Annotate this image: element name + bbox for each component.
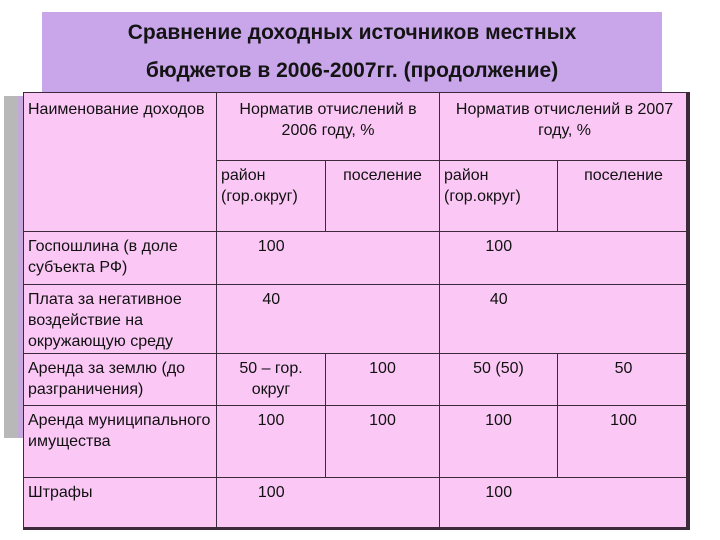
table-row — [24, 354, 690, 406]
table-bottom-frame — [23, 527, 689, 529]
value-2007: 40 — [440, 285, 558, 354]
value-2007: 100 — [440, 478, 558, 530]
value-2006-settlement: 100 — [326, 406, 440, 478]
value-2006-district: 100 — [217, 406, 326, 478]
value-2007-settlement: 50 — [558, 354, 690, 406]
header-income-name: Наименование доходов — [24, 93, 217, 232]
value-2007: 100 — [440, 232, 558, 285]
subheader-settlement-2007: поселение — [558, 161, 690, 232]
value-2006: 40 — [217, 285, 326, 354]
value-2007-district: 50 (50) — [440, 354, 558, 406]
value-2006-district: 50 – гор. округ — [217, 354, 326, 406]
value-2006-settlement: 100 — [326, 354, 440, 406]
row-name: Плата за негативное воздействие на окружающую среду — [24, 285, 217, 354]
row-name: Штрафы — [24, 478, 217, 530]
subheader-district-2007: район (гор.округ) — [440, 161, 558, 232]
slide-title-line-2: бюджетов в 2006-2007гг. (продолжение) — [145, 59, 559, 82]
row-name: Аренда муниципального имущества — [24, 406, 217, 478]
empty-cell — [326, 285, 440, 354]
empty-cell — [326, 232, 440, 285]
value-2006: 100 — [217, 478, 326, 530]
subheader-district-2006: район (гор.округ) — [217, 161, 326, 232]
empty-cell — [558, 232, 690, 285]
table-row — [24, 232, 690, 285]
header-norm-2007: Норматив отчислений в 2007 году, % — [440, 93, 690, 161]
empty-cell — [558, 478, 690, 530]
decorative-left-band — [4, 96, 18, 438]
value-2007-settlement: 100 — [558, 406, 690, 478]
revenue-comparison-table — [23, 92, 690, 530]
table-header-row — [24, 93, 690, 161]
value-2007-district: 100 — [440, 406, 558, 478]
empty-cell — [558, 285, 690, 354]
subheader-settlement-2006: поселение — [326, 161, 440, 232]
empty-cell — [326, 478, 440, 530]
slide-title-line-1: Сравнение доходных источников местных — [127, 21, 577, 44]
slide-title — [42, 12, 662, 92]
table-right-frame — [686, 92, 689, 529]
value-2006: 100 — [217, 232, 326, 285]
table-row — [24, 285, 690, 354]
header-norm-2006: Норматив отчислений в 2006 году, % — [217, 93, 440, 161]
row-name: Аренда за землю (до разграничения) — [24, 354, 217, 406]
table-row — [24, 478, 690, 530]
row-name: Госпошлина (в доле субъекта РФ) — [24, 232, 217, 285]
table-row — [24, 406, 690, 478]
